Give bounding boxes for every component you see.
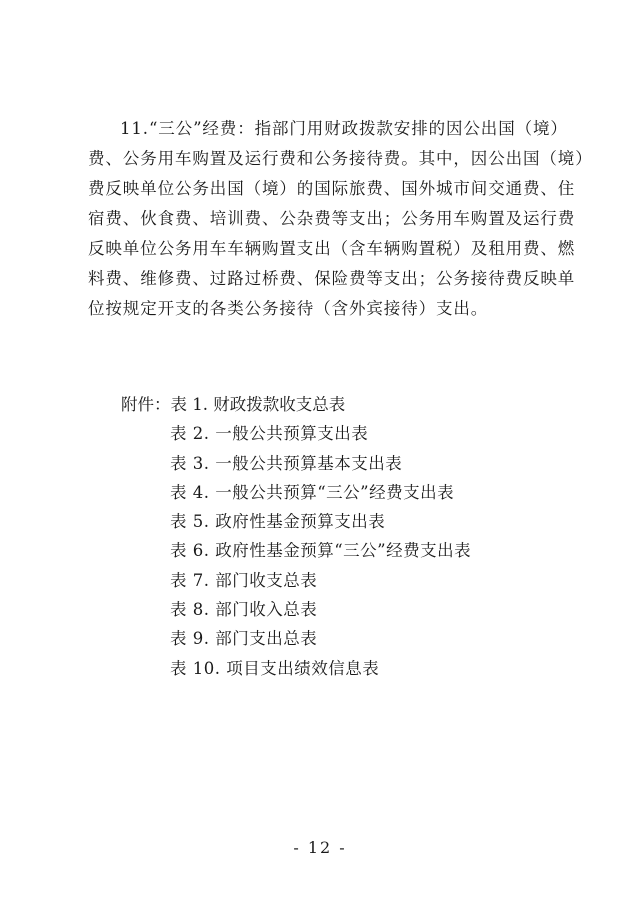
paragraph-line: 宿费、伙食费、培训费、公杂费等支出；公务用车购置及运行费: [88, 209, 576, 228]
attachment-item: 表 6. 政府性基金预算“三公”经费支出表: [170, 541, 472, 561]
paragraph-line: 费、公务用车购置及运行费和公务接待费。其中，因公出国（境）: [88, 149, 593, 168]
attachment-item: 表 4. 一般公共预算“三公”经费支出表: [170, 482, 455, 502]
attachment-item: 表 3. 一般公共预算基本支出表: [170, 453, 403, 473]
attachments-list: [170, 419, 471, 683]
attachment-item: 表 5. 政府性基金预算支出表: [170, 512, 386, 532]
paragraph-line: 费反映单位公务出国（境）的国际旅费、国外城市间交通费、住: [88, 179, 576, 198]
attachment-item: 表 8. 部门收入总表: [170, 600, 318, 620]
attachment-item: 表 2. 一般公共预算支出表: [170, 424, 369, 444]
attachment-item: 表 7. 部门收支总表: [170, 570, 318, 590]
attachment-item: 表 10. 项目支出绩效信息表: [170, 658, 380, 678]
paragraph-line: 位按规定开支的各类公务接待（含外宾接待）支出。: [88, 299, 489, 318]
page-number: - 12 -: [293, 838, 347, 857]
paragraph-line: 料费、维修费、过路过桥费、保险费等支出；公务接待费反映单: [88, 269, 576, 288]
paragraph-line: 11.“三公”经费：指部门用财政拨款安排的因公出国（境）: [120, 119, 568, 138]
three-public-expenses-paragraph: [88, 114, 593, 324]
attachment-item: 表 9. 部门支出总表: [170, 629, 318, 649]
paragraph-line: 反映单位公务用车车辆购置支出（含车辆购置税）及租用费、燃: [88, 239, 576, 258]
attachments-heading: 附件：表 1. 财政拨款收支总表: [121, 395, 346, 414]
